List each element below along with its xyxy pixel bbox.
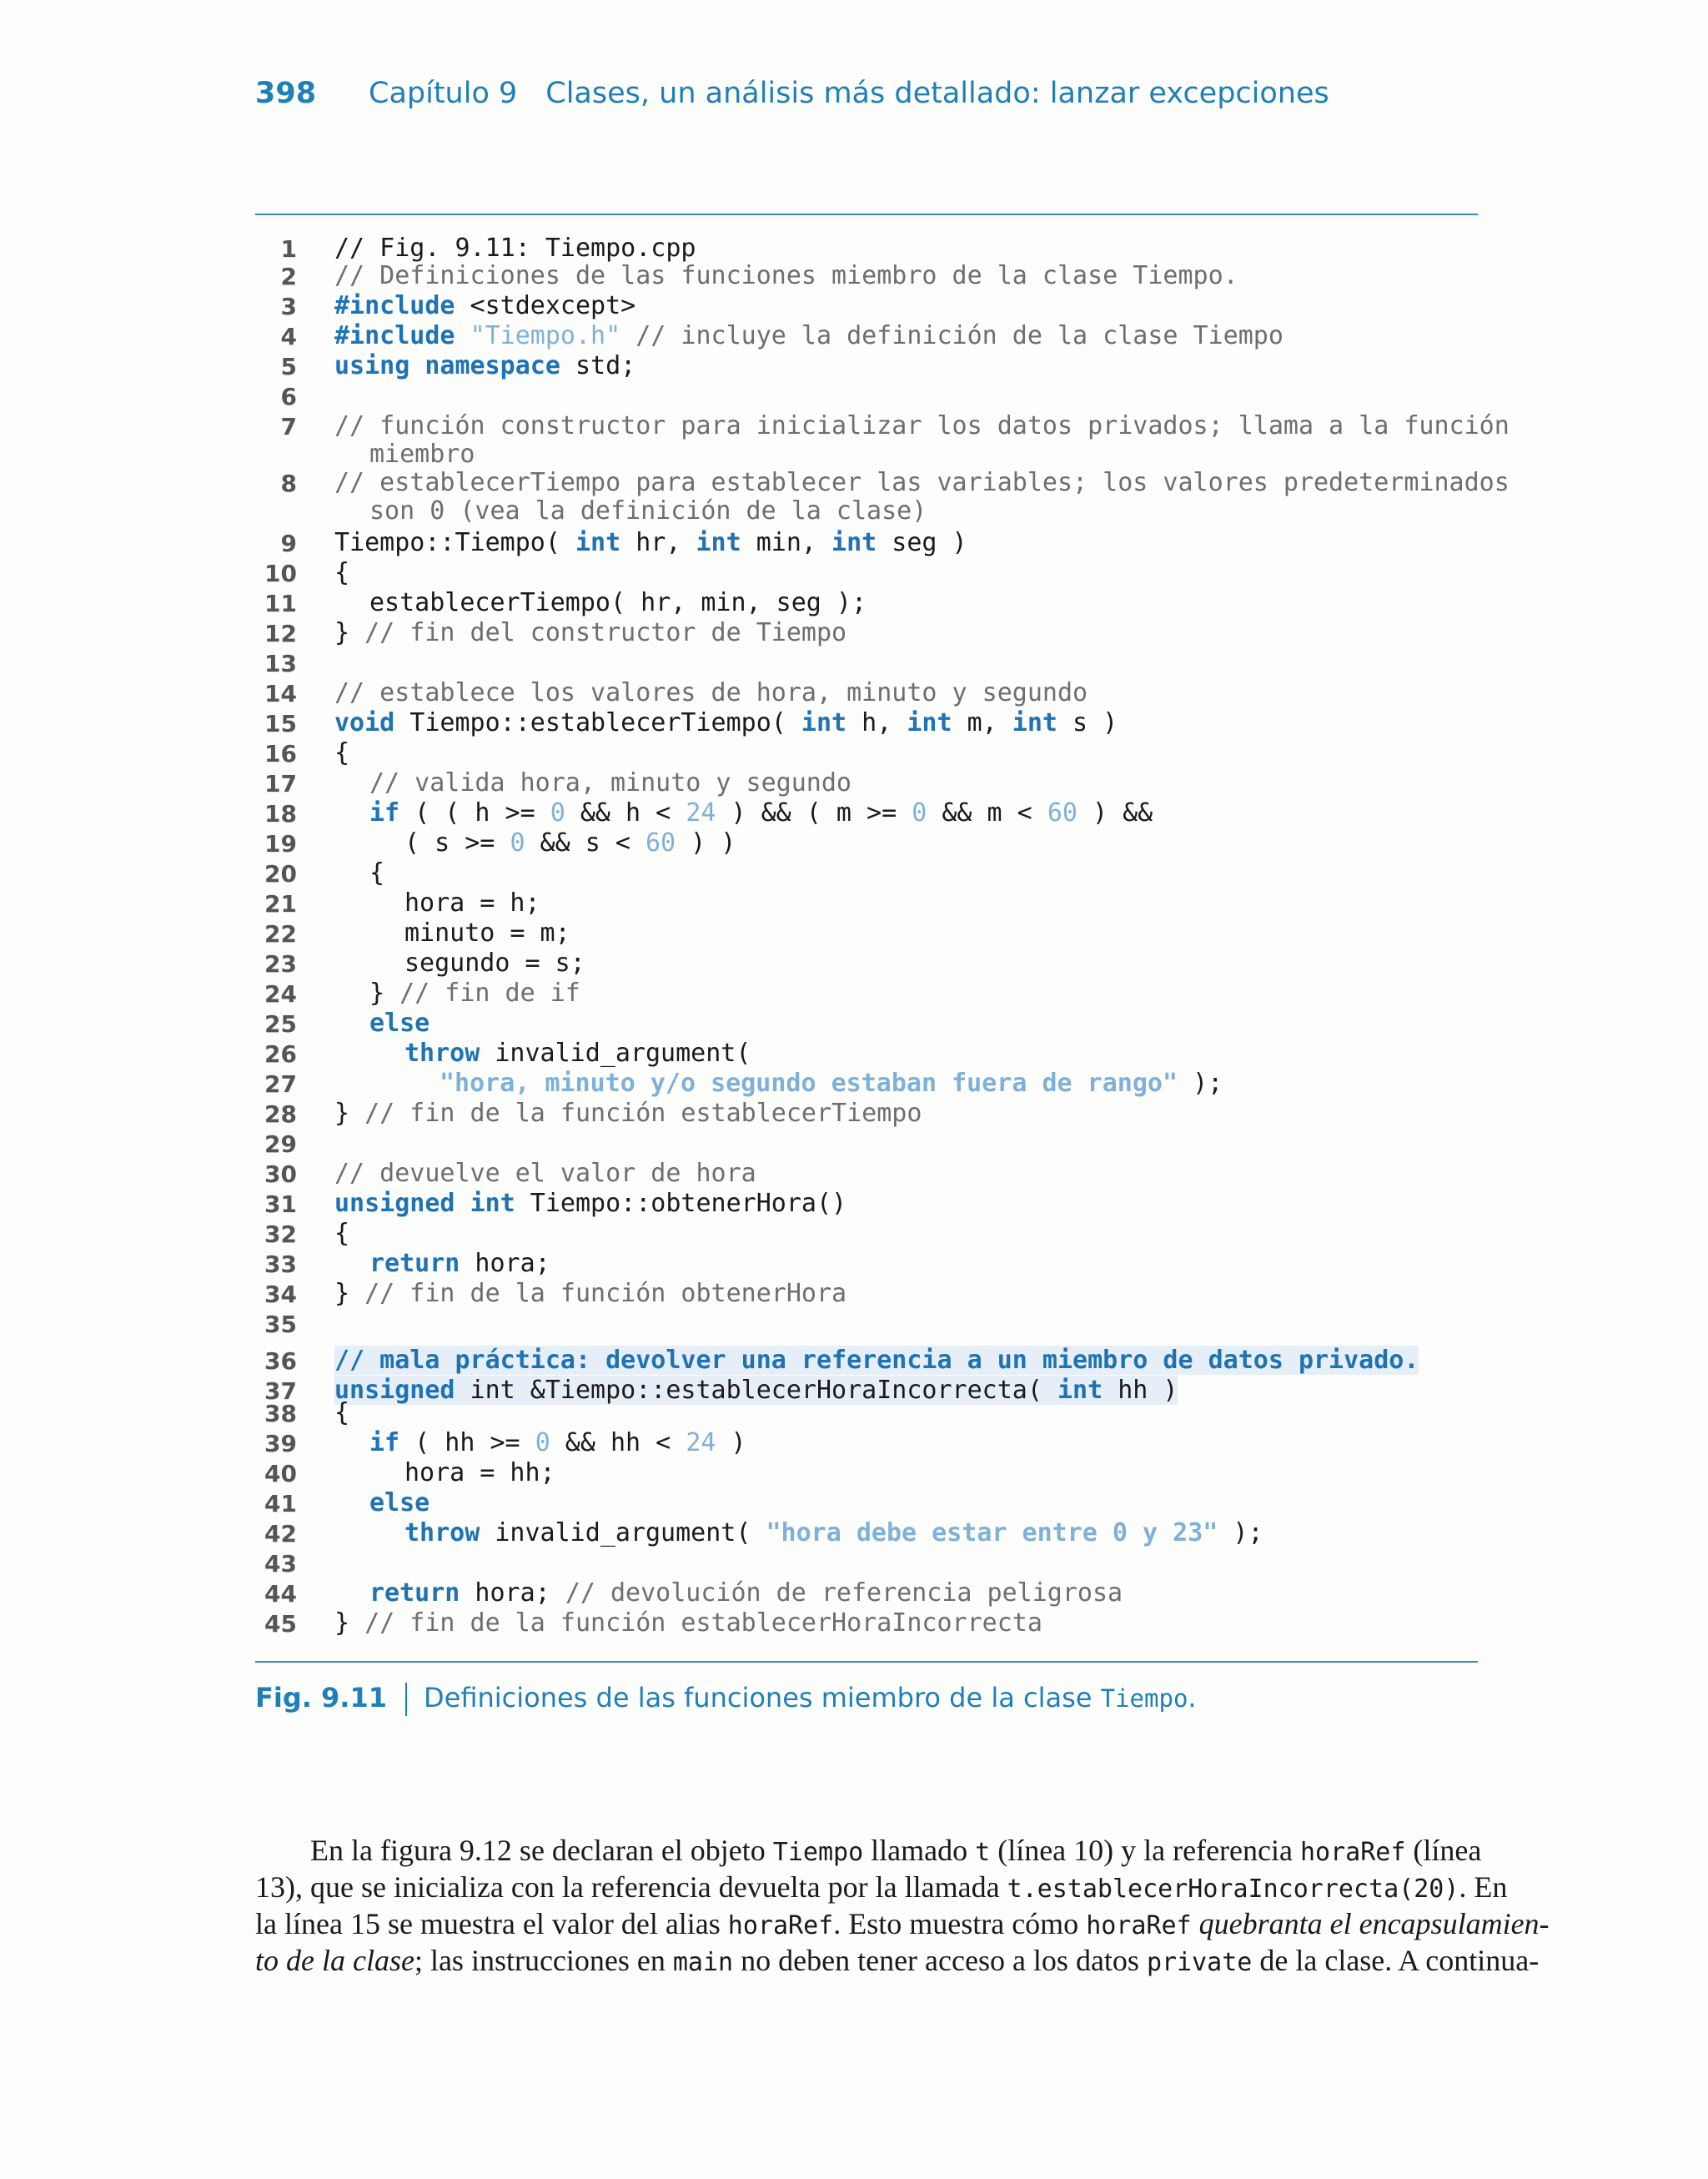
code-line xyxy=(255,1346,1478,1376)
code-text: // valida hora, minuto y segundo xyxy=(369,768,851,798)
code-line xyxy=(255,858,1478,888)
code-text: } // fin de la función obtenerHora xyxy=(334,1279,847,1308)
code-line xyxy=(255,1069,1478,1099)
figure-label: Fig. 9.11 xyxy=(255,1682,387,1714)
line-number: 34 xyxy=(264,1281,297,1308)
code-line xyxy=(255,1249,1478,1279)
code-text: } // fin del constructor de Tiempo xyxy=(334,618,847,647)
line-number: 13 xyxy=(264,650,297,677)
line-number: 18 xyxy=(264,800,297,828)
code-text: { xyxy=(334,738,350,767)
line-number: 26 xyxy=(264,1040,297,1068)
code-text: "hora, minuto y/o segundo estaban fuera de rango" ); xyxy=(440,1069,1223,1098)
code-line xyxy=(255,468,1510,526)
code-text: #include "Tiempo.h" // incluye la definición de la clase Tiempo xyxy=(334,321,1284,350)
line-number: 36 xyxy=(264,1347,297,1375)
paragraph-line: 13), que se inicializa con la referencia devuelta por la llamada t.establecerHoraIncorrecta(20). En xyxy=(255,1870,1508,1904)
code-line xyxy=(255,291,1478,321)
code-line xyxy=(255,1578,1478,1608)
code-line xyxy=(255,618,1478,648)
code-line xyxy=(255,1488,1478,1518)
caption-divider xyxy=(405,1683,407,1716)
line-number: 5 xyxy=(280,353,297,380)
line-number: 44 xyxy=(264,1580,297,1608)
code-text: return hora; // devolución de referencia peligrosa xyxy=(369,1578,1123,1608)
caption-text: Definiciones de las funciones miembro de la clase xyxy=(423,1682,1101,1714)
code-text: else xyxy=(369,1488,430,1517)
code-text: hora = h; xyxy=(404,888,540,918)
code-text: } // fin de if xyxy=(369,979,580,1008)
line-number: 38 xyxy=(264,1400,297,1427)
line-number: 21 xyxy=(264,890,297,918)
caption-code: Tiempo xyxy=(1100,1684,1188,1713)
code-line xyxy=(255,1219,1478,1249)
code-line xyxy=(255,828,1478,858)
body-paragraph xyxy=(255,1832,1550,1979)
code-text: segundo = s; xyxy=(404,949,585,978)
code-line xyxy=(255,678,1478,708)
code-text: { xyxy=(334,1219,350,1248)
code-line xyxy=(255,979,1478,1009)
line-number: 43 xyxy=(264,1550,297,1578)
line-number: 3 xyxy=(280,293,297,320)
code-line xyxy=(255,648,1478,678)
code-text: // función constructor para inicializar los datos privados; llama a la función xyxy=(334,411,1510,440)
code-line xyxy=(255,1608,1478,1638)
code-line xyxy=(255,768,1478,798)
code-line xyxy=(255,234,1478,264)
line-number: 15 xyxy=(264,710,297,737)
code-text: // Fig. 9.11: Tiempo.cpp xyxy=(334,234,696,263)
code-text-continuation: miembro xyxy=(369,440,475,469)
line-number: 29 xyxy=(264,1130,297,1158)
code-text: ( s >= 0 && s < 60 ) ) xyxy=(404,828,736,858)
code-line xyxy=(255,1279,1478,1309)
chapter-title: Clases, un análisis más detallado: lanzar excepciones xyxy=(545,77,1329,110)
line-number: 2 xyxy=(280,263,297,290)
code-line xyxy=(255,918,1478,949)
line-number: 28 xyxy=(264,1100,297,1128)
line-number: 6 xyxy=(280,383,297,410)
code-line xyxy=(255,1518,1478,1548)
line-number: 39 xyxy=(264,1430,297,1457)
line-number: 11 xyxy=(264,590,297,617)
code-text: } // fin de la función establecerHoraIncorrecta xyxy=(334,1608,1042,1638)
code-line xyxy=(255,261,1478,291)
code-line xyxy=(255,1428,1478,1458)
line-number: 37 xyxy=(264,1377,297,1405)
code-line xyxy=(255,588,1478,618)
code-text: { xyxy=(369,858,385,888)
line-number: 19 xyxy=(264,830,297,858)
code-text: minuto = m; xyxy=(404,918,570,948)
paragraph-line: la línea 15 se muestra el valor del alias horaRef. Esto muestra cómo horaRef quebranta el encapsulamien- xyxy=(255,1907,1550,1940)
line-number: 20 xyxy=(264,860,297,888)
code-line xyxy=(255,708,1478,738)
code-line xyxy=(255,1129,1478,1159)
code-text: return hora; xyxy=(369,1249,550,1278)
line-number: 25 xyxy=(264,1010,297,1038)
code-line xyxy=(255,1398,1478,1428)
line-number: 12 xyxy=(264,620,297,647)
chapter-label: Capítulo 9 xyxy=(369,77,518,110)
code-text: #include <stdexcept> xyxy=(334,291,636,320)
line-number: 1 xyxy=(280,235,297,263)
code-text-continuation: son 0 (vea la definición de la clase) xyxy=(369,496,927,526)
code-text: establecerTiempo( hr, min, seg ); xyxy=(369,588,867,617)
line-number: 42 xyxy=(264,1520,297,1547)
line-number: 45 xyxy=(264,1610,297,1638)
line-number: 4 xyxy=(280,323,297,350)
line-number: 14 xyxy=(264,680,297,707)
code-line xyxy=(255,411,1510,469)
line-number: 40 xyxy=(264,1460,297,1487)
line-number: 32 xyxy=(264,1220,297,1248)
paragraph-line: En la figura 9.12 se declaran el objeto Tiempo llamado t (línea 10) y la referencia horaRef (línea xyxy=(310,1834,1482,1867)
code-text: hora = hh; xyxy=(404,1458,555,1487)
line-number: 24 xyxy=(264,980,297,1008)
code-text: // Definiciones de las funciones miembro de la clase Tiempo. xyxy=(334,261,1238,290)
line-number: 17 xyxy=(264,770,297,798)
page-header xyxy=(255,77,1329,110)
code-text: unsigned int &Tiempo::establecerHoraIncorrecta( int hh ) xyxy=(334,1376,1178,1405)
line-number: 22 xyxy=(264,920,297,948)
code-line xyxy=(255,1099,1478,1129)
line-number: 33 xyxy=(264,1251,297,1278)
code-text: // devuelve el valor de hora xyxy=(334,1159,756,1188)
code-line xyxy=(255,321,1478,351)
code-line xyxy=(255,351,1478,381)
code-text: if ( hh >= 0 && hh < 24 ) xyxy=(369,1428,746,1457)
code-line xyxy=(255,381,1478,411)
code-line xyxy=(255,798,1478,828)
line-number: 35 xyxy=(264,1311,297,1338)
line-number: 31 xyxy=(264,1190,297,1218)
code-line xyxy=(255,1039,1478,1069)
page-number: 398 xyxy=(255,77,317,110)
code-text: // mala práctica: devolver una referencia a un miembro de datos privado. xyxy=(334,1346,1419,1375)
code-line xyxy=(255,1159,1478,1189)
code-line xyxy=(255,528,1478,558)
line-number: 30 xyxy=(264,1160,297,1188)
code-line xyxy=(255,949,1478,979)
top-rule xyxy=(255,214,1478,215)
code-line xyxy=(255,558,1478,588)
code-text: using namespace std; xyxy=(334,351,636,380)
code-text: else xyxy=(369,1009,430,1038)
code-text: unsigned int Tiempo::obtenerHora() xyxy=(334,1189,847,1218)
line-number: 27 xyxy=(264,1070,297,1098)
code-text: } // fin de la función establecerTiempo xyxy=(334,1099,922,1128)
code-text: throw invalid_argument( "hora debe estar entre 0 y 23" ); xyxy=(404,1518,1263,1547)
code-text: if ( ( h >= 0 && h < 24 ) && ( m >= 0 && m < 60 ) && xyxy=(369,798,1153,828)
code-text: // establecerTiempo para establecer las variables; los valores predeterminados xyxy=(334,468,1510,497)
code-line xyxy=(255,1458,1478,1488)
code-text: { xyxy=(334,558,350,587)
code-line xyxy=(255,1009,1478,1039)
paragraph-line: to de la clase; las instrucciones en main no deben tener acceso a los datos private de la clase. A continua- xyxy=(255,1944,1540,1977)
code-line xyxy=(255,888,1478,918)
code-line xyxy=(255,1309,1478,1339)
code-line xyxy=(255,1189,1478,1219)
code-text: void Tiempo::establecerTiempo( int h, int m, int s ) xyxy=(334,708,1118,737)
code-text: { xyxy=(334,1398,350,1427)
line-number: 10 xyxy=(264,560,297,587)
code-text: // establece los valores de hora, minuto y segundo xyxy=(334,678,1088,707)
line-number: 16 xyxy=(264,740,297,767)
line-number: 23 xyxy=(264,950,297,978)
line-number: 9 xyxy=(280,530,297,557)
bottom-rule xyxy=(255,1661,1478,1663)
code-line xyxy=(255,1548,1478,1578)
figure-caption: Fig. 9.11 Definiciones de las funciones miembro de la clase Tiempo. xyxy=(255,1682,1197,1716)
code-line xyxy=(255,738,1478,768)
line-number: 8 xyxy=(280,470,297,497)
code-text: throw invalid_argument( xyxy=(404,1039,751,1068)
line-number: 7 xyxy=(280,413,297,440)
line-number: 41 xyxy=(264,1490,297,1517)
code-text: Tiempo::Tiempo( int hr, int min, int seg ) xyxy=(334,528,967,557)
